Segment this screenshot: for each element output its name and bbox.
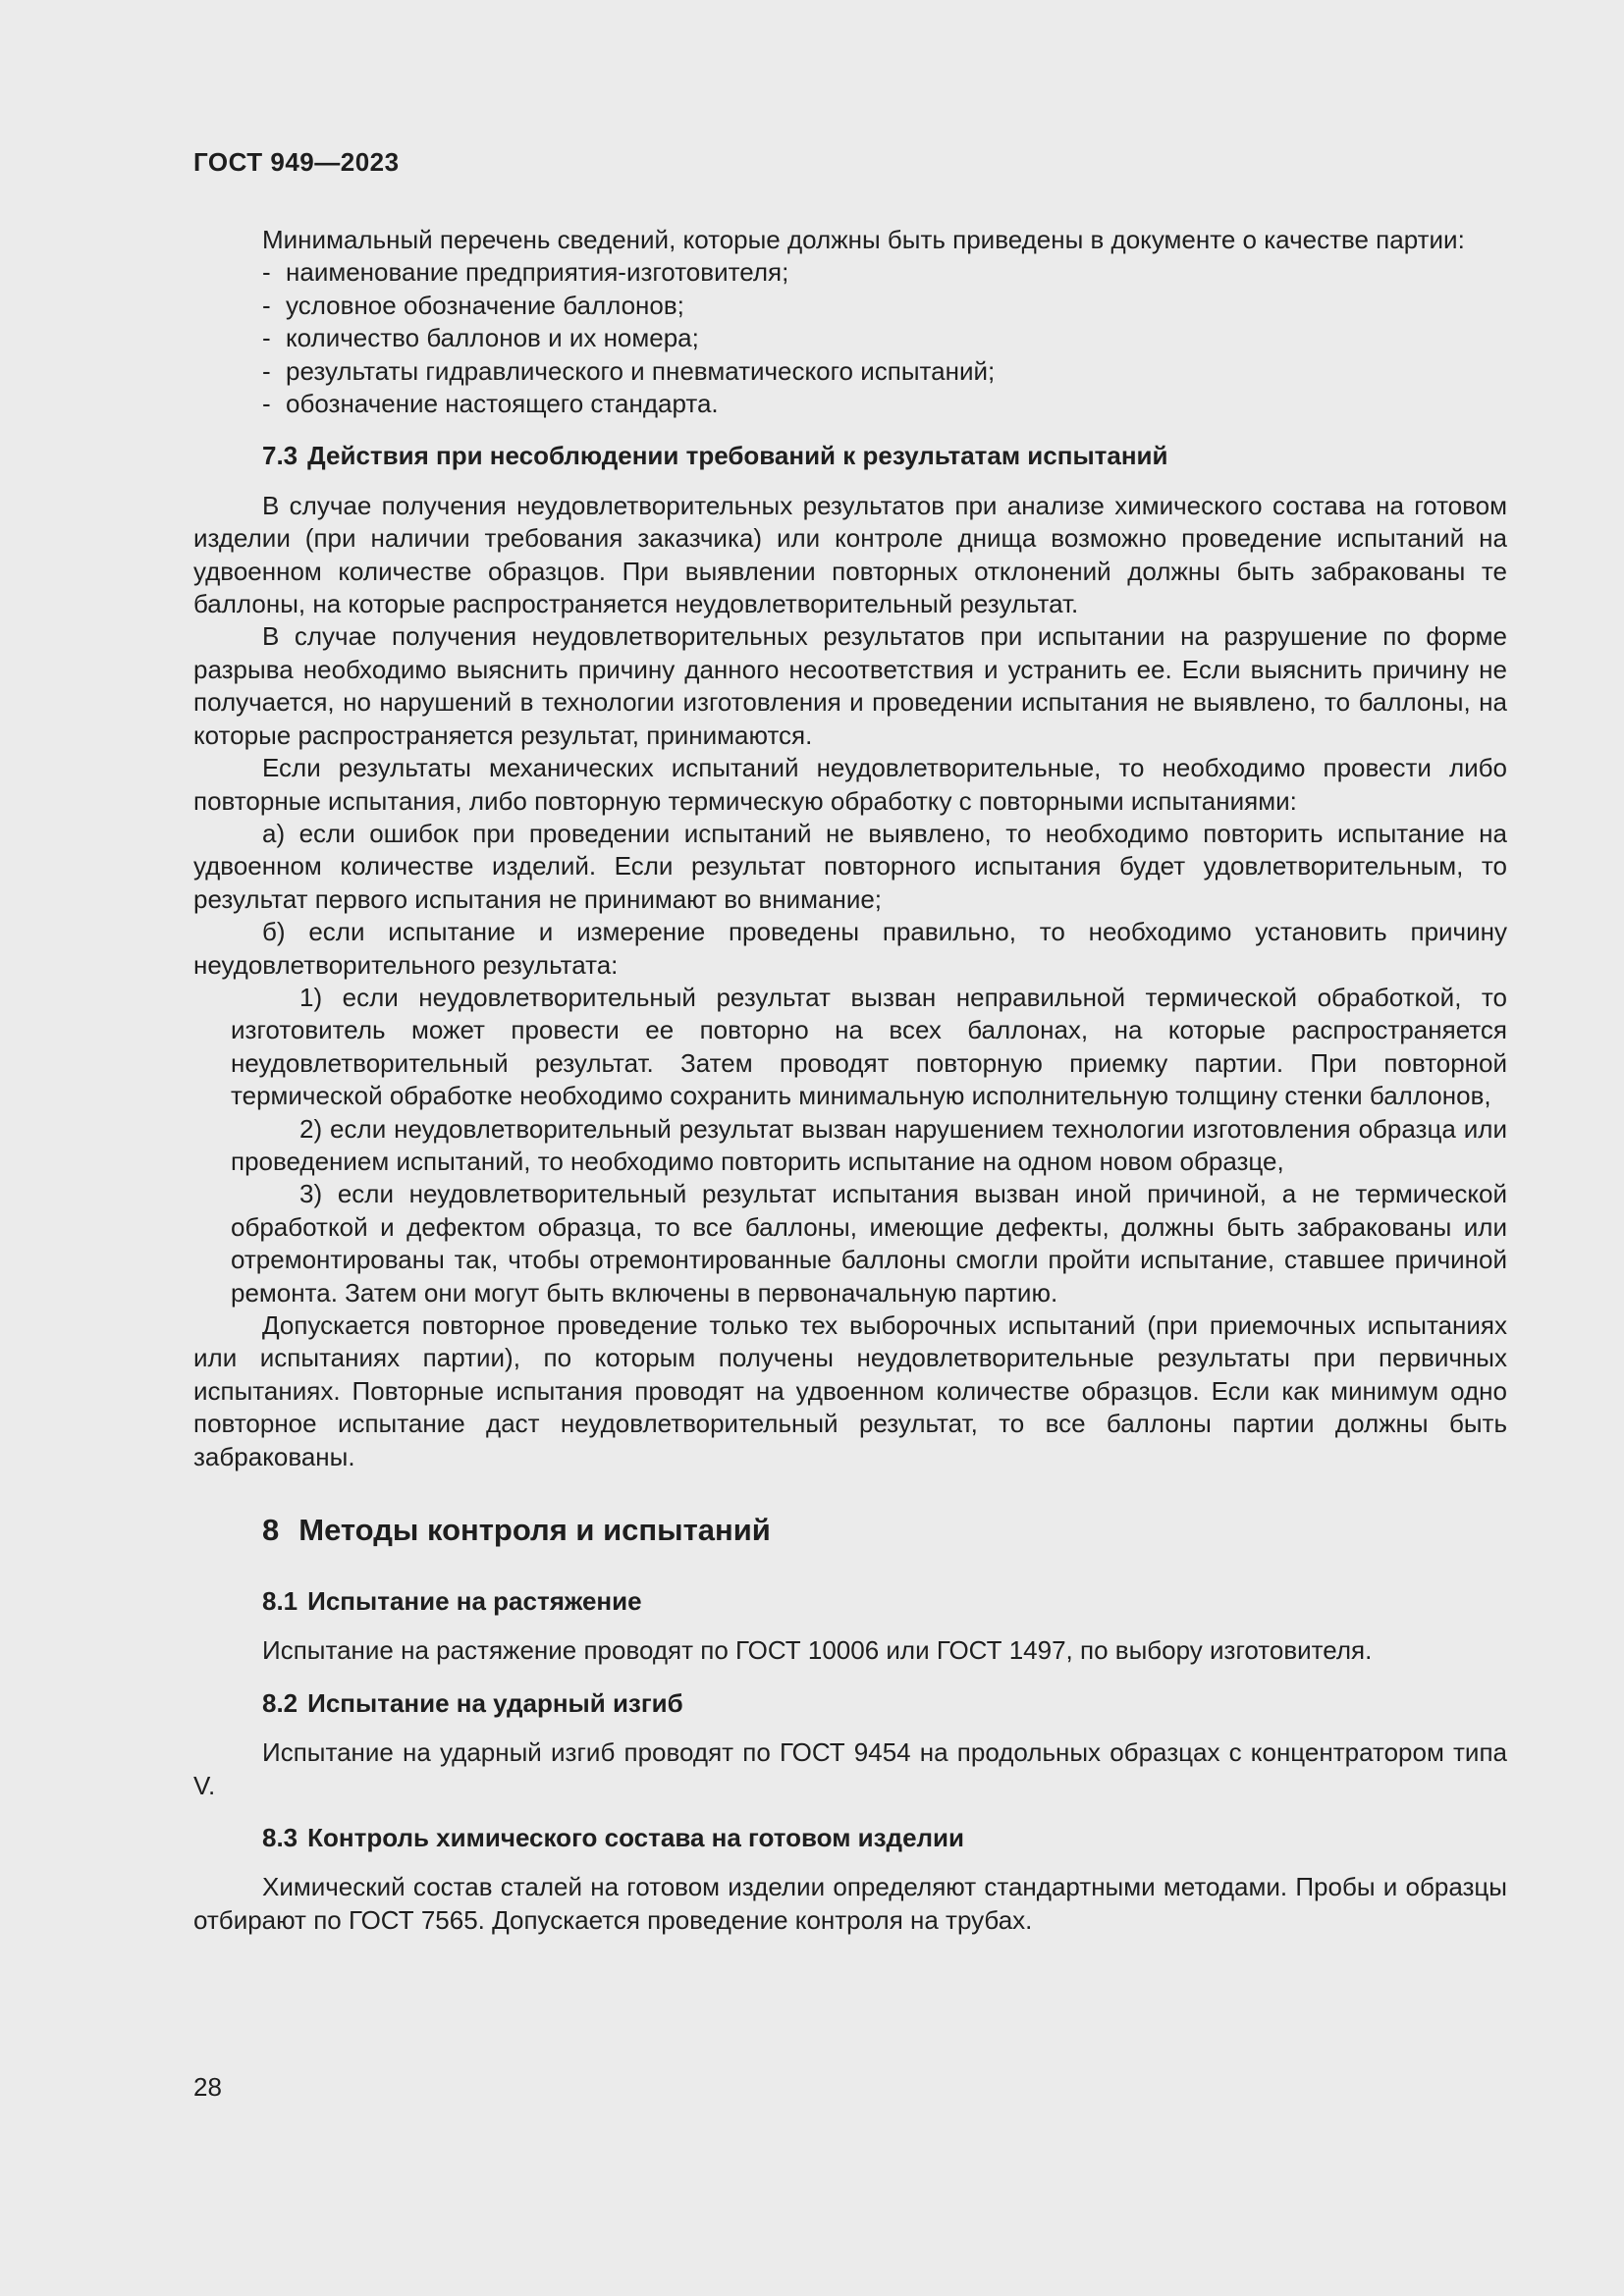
list-item: - количество баллонов и их номера; xyxy=(262,323,699,353)
section-8-2-heading: 8.2 Испытание на ударный изгиб xyxy=(262,1687,683,1718)
intro-paragraph: Минимальный перечень сведений, которые должны быть приведены в документе о качестве партии: xyxy=(262,225,1465,254)
list-item: - условное обозначение баллонов; xyxy=(262,290,684,320)
page-number: 28 xyxy=(193,2072,222,2102)
paragraph: Если результаты механических испытаний неудовлетворительные, то необходимо провести либо повторные испытания, либо повторную термическую обработку с повторными испытаниями: xyxy=(193,753,1507,816)
paragraph: Испытание на ударный изгиб проводят по ГОСТ 9454 на продольных образцах с концентратором типа V. xyxy=(193,1737,1507,1800)
paragraph: Химический состав сталей на готовом изделии определяют стандартными методами. Пробы и образцы отбирают по ГОСТ 7565. Допускается проведение контроля на трубах. xyxy=(193,1872,1507,1935)
list-item: - наименование предприятия-изготовителя; xyxy=(262,257,789,288)
section-8-heading: 8 Методы контроля и испытаний xyxy=(262,1513,771,1548)
page-content xyxy=(193,224,1507,1937)
document-header: ГОСТ 949—2023 xyxy=(193,147,400,177)
paragraph: В случае получения неудовлетворительных результатов при испытании на разрушение по форме разрыва необходимо выяснить причину данного несоответствия и устранить ее. Если выяснить причину не получается, но нарушений в технологии изготовления и проведении испытания не выявлено, то баллоны, на которые распространяется результат, принимаются. xyxy=(193,621,1507,750)
paragraph: Допускается повторное проведение только тех выборочных испытаний (при приемочных испытаниях или испытаниях партии), по которым получены неудовлетворительные результаты при первичных испытаниях. Повторные испытания проводят на удвоенном количестве образцов. Если как минимум одно повторное испытание даст неудовлетворительный результат, то все баллоны партии должны быть забракованы. xyxy=(193,1310,1507,1471)
section-8-3-heading: 8.3 Контроль химического состава на готовом изделии xyxy=(262,1823,965,1853)
list-item: - обозначение настоящего стандарта. xyxy=(262,389,719,419)
list-item-a: а) если ошибок при проведении испытаний не выявлено, то необходимо повторить испытание на удвоенном количестве изделий. Если результат повторного испытания будет удовлетворительным, то результат первого испытания не принимают во внимание; xyxy=(193,818,1507,914)
sub-item-3: 3) если неудовлетворительный результат испытания вызван иной причиной, а не термической обработкой и дефектом образца, то все баллоны, имеющие дефекты, должны быть забракованы или отремонтированы так, чтобы отремонтированные баллоны смогли пройти испытание, ставшее причиной ремонта. Затем они могут быть включены в первоначальную партию. xyxy=(231,1179,1507,1308)
paragraph: Испытание на растяжение проводят по ГОСТ 10006 или ГОСТ 1497, по выбору изготовителя. xyxy=(262,1635,1373,1666)
section-8-1-heading: 8.1 Испытание на растяжение xyxy=(262,1586,642,1617)
sub-item-1: 1) если неудовлетворительный результат вызван неправильной термической обработкой, то изготовитель может провести ее повторно на всех баллонах, на которые распространяется неудовлетворительный результат. Затем проводят повторную приемку партии. При повторной термической обработке необходимо сохранить минимальную исполнительную толщину стенки баллонов, xyxy=(231,982,1507,1111)
list-item: - результаты гидравлического и пневматического испытаний; xyxy=(262,355,996,386)
section-7-3-heading: 7.3 Действия при несоблюдении требований к результатам испытаний xyxy=(262,441,1168,471)
list-item-b: б) если испытание и измерение проведены правильно, то необходимо установить причину неудовлетворительного результата: xyxy=(193,917,1507,980)
paragraph: В случае получения неудовлетворительных результатов при анализе химического состава на готовом изделии (при наличии требования заказчика) или контроле днища возможно проведение испытаний на удвоенном количестве образцов. При выявлении повторных отклонений должны быть забракованы те баллоны, на которые распространяется неудовлетворительный результат. xyxy=(193,490,1507,619)
sub-item-2: 2) если неудовлетворительный результат вызван нарушением технологии изготовления образца или проведением испытаний, то необходимо повторить испытание на одном новом образце, xyxy=(231,1113,1507,1176)
